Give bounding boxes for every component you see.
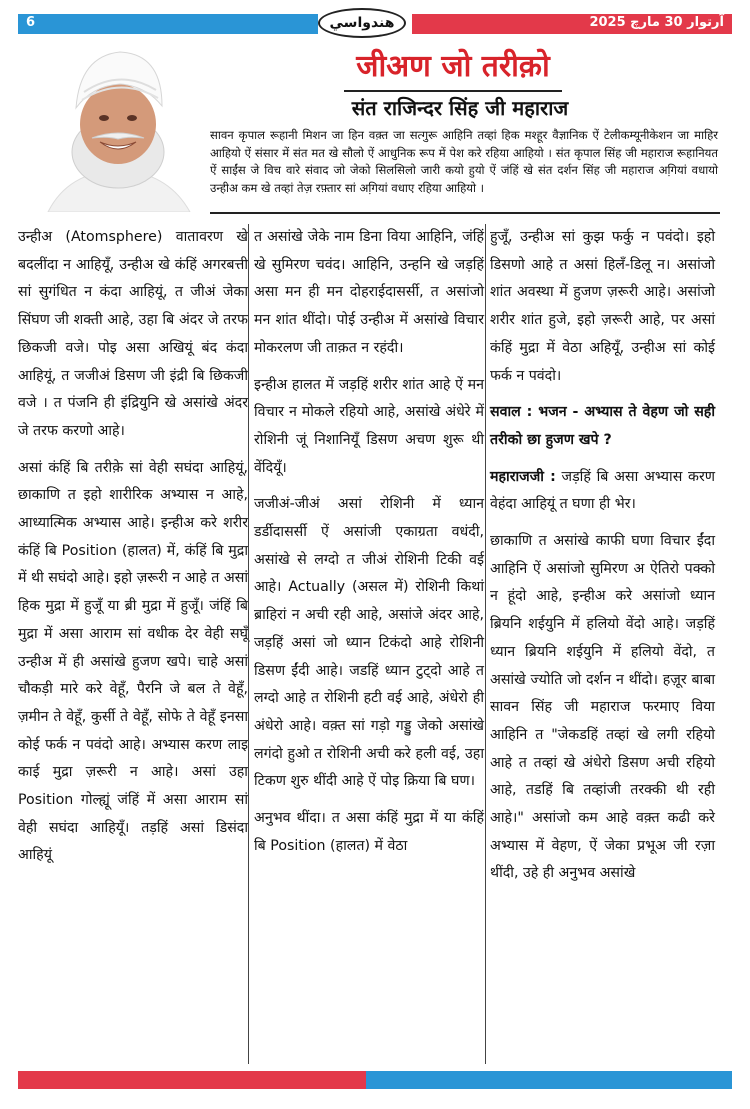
paragraph: हुजूँ, उन्हीअ सां कुझ फर्कु न पवंदो। इहो डिसणो आहे त असां हिलँ-डिलू न। असांजो शांत अवस्था में हुजण ज़रूरी आहे। असांजो शरीर शांत हुजे, इहो ज़रूरी आहे, पर असां कंहिं मुद्रा में वेठा अहियूँ, उन्हीअ सां कोई फर्क न पवंदो। — [490, 229, 715, 384]
footer-bar — [18, 1071, 732, 1089]
issue-date: آرتوار 30 مارچ 2025 — [589, 15, 724, 30]
paragraph: इन्हीअ हालत में जड़हिं शरीर शांत आहे ऐं मन विचार न मोकले रहियो आहे, असांखे अंधेरे में रोशिनी जूं निशानियूँ डिसण अचण शुरू थी वेंदियूँ। — [254, 376, 484, 476]
question: सवाल : भजन - अभ्यास ते वेहण जो सही तरीको छा हुजण खपे ? — [490, 404, 715, 448]
footer-bar-red — [18, 1071, 366, 1089]
answer-paragraph — [490, 464, 715, 519]
divider — [210, 212, 720, 214]
answer-label: महाराजजी : — [490, 468, 556, 485]
column-divider — [248, 224, 249, 1064]
column-3 — [490, 224, 715, 897]
column-2 — [254, 224, 484, 869]
portrait-photo — [28, 42, 210, 212]
answer-text: जड़हिं बि असा अभ्यास करण वेहंदा आहियूं त घणा ही भेर। — [490, 468, 716, 513]
paragraph: जजीअं-जीअं असां रोशिनी में ध्यान डर्डीदासर्सी ऐं असांजी एकाग्रता वधंदी, असांखे से लग्दो त जीअं रोशिनी टिकी वई आहे। Actually (असल में) रोशिनी किथां ब्राहिरां न अची रही आहे, असांजे अंदर आहे, जड़हिं असां जो ध्यान टिकंदो आहे रोशिनी डिसण ईंदी आहे। जडहिं ध्यान टुट्दो आहे त लग्दो आहे त रोशिनी हटी वई आहे, अंधेरो ही अंधेरो आहे। वक़्त सां गड़ो गड्डु जेको असांखे लगंदो हुओ त रोशिनी अची करे हली वई, उहा टिकण शुरु थींदी आहे ऐं पोइ क्रिया बि घण। — [254, 496, 484, 790]
footer-bar-blue — [366, 1071, 732, 1089]
article-title: जीअण जो तरीक़ो — [344, 46, 562, 92]
column-divider — [485, 224, 486, 1064]
page-number: 6 — [26, 15, 36, 30]
paragraph: उन्हीअ (Atomsphere) वातावरण खे बदलींदा न आहियूँ, उन्हीअ खे कंहिं अगरबत्ती सां सुगंधित न कंदा आहियूं, त जीअं जेका सिंघण जी शक्ती आहे, उहा बि अंदर जे तरफ छिकजी वजे। पोइ असा अखियूं बंद कंदा आहियूं, त जजीअं डिसण जी इंद्री बि छिकजी वजे । त पंजनि ही इंद्रियुनि खे असांखे अंदर जे तरफ करणो आहे। — [18, 229, 248, 439]
column-1 — [18, 224, 248, 879]
paragraph: असां कंहिं बि तरीक़े सां वेही सघंदा आहियूं, छाकाणि त इहो शारीरिक अभ्यास न आहे, आध्यात्मिक अभ्यास आहे। इन्हीअ करे शरीर कंहिं बि Position (हालत) में, कंहिं बि मुद्रा में थी सघंदो आहे। इहो ज़रूरी न आहे त असां हिक मुद्रा में हुजूँ या ब्री मुद्रा में हुजूँ। जंहिं बि मुद्रा में असा आराम सां वधीक देर वेही सघूँ उन्हीअ में ही असांखे हुजण खपे। चाहे असां चौकड़ी मारे करे वेहूँ, पैरनि जे बल ते वेहूँ, ज़मीन ते वेहूँ, कुर्सी ते वेहूँ, सोफे ते वेहूँ इनसा कोई फर्क न पवंदो आहे। अभ्यास करण लाइ काई मुद्रा ज़रूरी न आहे। असां उहा Position गोल्ह्यूं जंहिं में असा आराम सां वेही सघंदा आहियूँ। तड़हिं असां डिसंदा आहियूं — [18, 459, 248, 864]
header-bar-blue — [18, 14, 318, 34]
article-author: संत राजिन्दर सिंह जी महाराज — [351, 96, 569, 120]
masthead-logo: هندواسي — [318, 8, 406, 38]
paragraph: छाकाणि त असांखे काफी घणा विचार ईंदा आहिनि ऐं असांजो सुमिरण अ ऐतिरो पक्को न हूंदो आहे, इन्हीअ करे असांजो ध्यान ब्रियनि शईयुनि में हलियो वेंदो आहे। जड़हिं ध्यान ब्रियनि शईयुनि में हलियो वेंदो, त असांखे ज्योति जो दर्शन न थींदो। हज़ूर बाबा सावन सिंह जी महाराज फरमाए विया आहिनि त "जेकडहिं तव्हां खे लगी रहियो आहे त तव्हां खे अंधेरो डिसण अची रहियो आहे, तडहिं बि तव्हांजी तरक्की थी रही आहे।" असांजो कम आहे वक़्त कढी करे अभ्यास में वेहण, ऐं जेका प्रभूअ जी रज़ा थींदी, उहे ही अनुभव असांखे — [490, 533, 715, 882]
paragraph: अनुभव थींदा। त असा कंहिं मुद्रा में या कंहिं बि Position (हालत) में वेठा — [254, 810, 484, 854]
paragraph: त असांखे जेके नाम डिना विया आहिनि, जंहिं खे सुमिरण चवंद। आहिनि, उन्हनि खे जड़हिं असा मन ही मन दोहराईदासर्सी, त असांजो मन शांत थींदो। पोई उन्हीअ में असांखे विचार मोकरलण जी ताक़त न रहंदी। — [254, 229, 484, 356]
author-intro: सावन कृपाल रूहानी मिशन जा हिन वक़्त जा सत्गुरू आहिनि तव्हां हिक मश्हूर वैज्ञानिक ऐं टेलीकम्यूनीकेशन जा माहिर आहियो ऐं संसार में संत मत खे सौलो ऐं आधुनिक रूप में पेश करे रहिया आहियो । संत कृपाल सिंह जी महाराज रूहानियत ऐं साईंस जे विच वारे संवाद जो जेको सिलसिलो जारी कयो हुयो ऐं जंहिं खे संत दर्शन सिंह जी महाराज अगि़यां वधायो उन्हीअ कम खे तव्हां तेज़ रफ़्तार सां अगि़यां वधाए रहिया आहियो । — [210, 128, 718, 195]
